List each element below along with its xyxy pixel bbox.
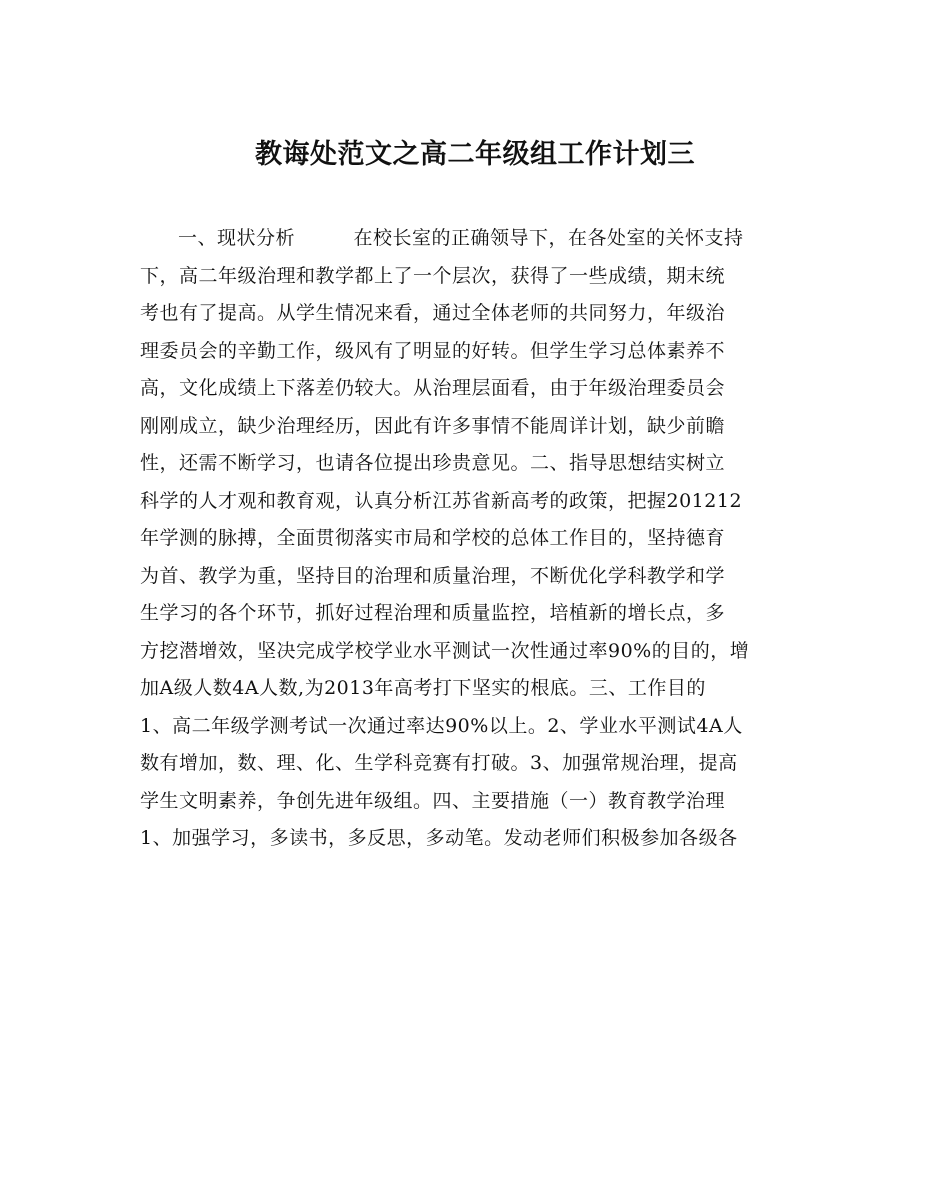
- paragraph-line: 为首、教学为重，坚持目的治理和质量治理，不断优化学科教学和学: [140, 564, 726, 587]
- paragraph-line: 高，文化成绩上下落差仍较大。从治理层面看，由于年级治理委员会: [140, 377, 726, 399]
- document-title: 教诲处范文之高二年级组工作计划三: [255, 139, 695, 170]
- paragraph-line: 1、加强学习，多读书，多反思，多动笔。发动老师们积极参加各级各: [140, 827, 738, 849]
- paragraph-line: 考也有了提高。从学生情况来看，通过全体老师的共同努力，年级治: [140, 302, 726, 324]
- paragraph-line: 生学习的各个环节，抓好过程治理和质量监控，培植新的增长点，多: [140, 602, 726, 624]
- paragraph-line: 1、高二年级学测考试一次通过率达90%以上。2、学业水平测试4A人: [140, 714, 743, 737]
- paragraph-line: 一、现状分析 在校长室的正确领导下，在各处室的关怀支持: [178, 227, 744, 249]
- paragraph-line: 刚刚成立，缺少治理经历，因此有许多事情不能周详计划，缺少前瞻: [140, 414, 726, 437]
- paragraph-line: 数有增加，数、理、化、生学科竞赛有打破。3、加强常规治理，提高: [140, 752, 738, 774]
- paragraph-line: 科学的人才观和教育观，认真分析江苏省新高考的政策，把握201212: [140, 489, 743, 512]
- paragraph-line: 理委员会的辛勤工作，级风有了明显的好转。但学生学习总体素养不: [140, 339, 726, 362]
- paragraph-line: 方挖潜增效，坚决完成学校学业水平测试一次性通过率90%的目的，增: [140, 639, 750, 662]
- paragraph-line: 性，还需不断学习，也请各位提出珍贵意见。二、指导思想结实树立: [140, 452, 726, 474]
- paragraph-line: 年学测的脉搏，全面贯彻落实市局和学校的总体工作目的，坚持德育: [140, 527, 726, 549]
- paragraph-line: 加A级人数4A人数,为2013年高考打下坚实的根底。三、工作目的: [140, 677, 706, 699]
- paragraph-line: 学生文明素养，争创先进年级组。四、主要措施（一）教育教学治理: [140, 789, 726, 812]
- document-body: [140, 220, 810, 858]
- paragraph-line: 下，高二年级治理和教学都上了一个层次，获得了一些成绩，期末统: [140, 264, 726, 287]
